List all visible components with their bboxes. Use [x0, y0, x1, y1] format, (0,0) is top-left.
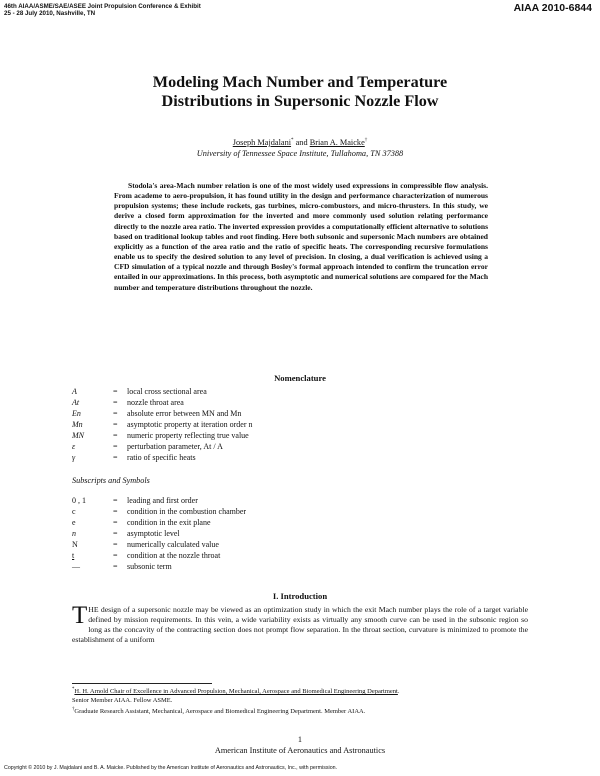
subscript-definition: numerically calculated value [127, 540, 219, 549]
subscripts-heading: Subscripts and Symbols [72, 476, 150, 485]
author-joiner: and [295, 138, 308, 147]
footer-organization: American Institute of Aeronautics and Astronautics [214, 746, 386, 755]
author-link-majdalani[interactable]: Joseph Majdalani [232, 138, 292, 147]
nomenclature-symbol: MN [72, 431, 84, 440]
nomenclature-symbol: ε [72, 442, 76, 451]
footnote-1 [72, 686, 532, 705]
nomenclature-symbol: Mn [72, 420, 83, 429]
paper-number: AIAA 2010-6844 [513, 2, 592, 14]
nomenclature-symbol: En [72, 409, 81, 418]
subscript-symbol: 0 , 1 [72, 496, 86, 505]
nomenclature-definition: perturbation parameter, At / A [127, 442, 223, 451]
footnote-2-text: Graduate Research Assistant, Mechanical, Aerospace and Biomedical Engineering Department. Member AIAA. [74, 708, 366, 716]
subscript-definition: condition at the nozzle throat [127, 551, 221, 560]
subscript-definition: asymptotic level [127, 529, 180, 538]
conference-dates: 25 - 28 July 2010, Nashville, TN [4, 10, 96, 18]
subscript-symbol: t [72, 551, 75, 560]
nomenclature-equals: = [113, 431, 118, 440]
author2-footnote-mark: † [364, 138, 368, 144]
nomenclature-symbol: A [72, 387, 77, 396]
subscript-equals: = [113, 496, 118, 505]
conference-header [4, 3, 201, 18]
page-number: 1 [297, 735, 303, 744]
nomenclature-definition: nozzle throat area [127, 398, 184, 407]
introduction-text: HE design of a supersonic nozzle may be viewed as an optimization study in which the exit Mach number plays the role of a target variable defined by mission requirements. In this vein, a wide variability exists as virtually any smooth curve can be used in the subsonic region so long as the concavity of the contracting section does not prompt flow separation. In the throat section, curvature is minimized to promote the establishment of a uniform [72, 605, 528, 645]
nomenclature-definition: absolute error between MN and Mn [127, 409, 242, 418]
subscript-definition: condition in the combustion chamber [127, 507, 247, 516]
subscript-equals: = [113, 562, 118, 571]
copyright-notice: Copyright © 2010 by J. Majdalani and B. A. Maicke. Published by the American Institute of Aeronautics and Astronautics, Inc., with permission. [4, 765, 338, 771]
affiliation: University of Tennessee Space Institute, Tullahoma, TN 37388 [196, 149, 404, 158]
footnote-1-link[interactable]: H. H. Arnold Chair of Excellence in Advanced Propulsion, Mechanical, Aerospace and Biomedical Engineering Department [74, 688, 398, 696]
nomenclature-equals: = [113, 398, 118, 407]
abstract: Stodola's area-Mach number relation is one of the most widely used expressions in compressible flow analysis. From academe to aero-propulsion, it has found utility in the design and performance characterization of numerous propulsion systems; these include rockets, gas turbines, micro-combustors, and micro-thrusters. In this study, we derive a closed form approximation for the inverted and more commonly used solution relating performance directly to the nozzle area ratio. The inverted expression provides a computationally efficient alternative to solutions based on traditional lookup tables and root finding. Here both subsonic and supersonic Mach numbers are obtained explicitly as a function of the area ratio and the ratio of specific heats. The corresponding recursive formulations enable us to specify the desired solution to any level of precision. In closing, a dual verification is achieved using a CFD simulation of a typical nozzle and through Bosley's formal approach intended to confirm the truncation error entailed in our approximations. In this process, both asymptotic and numerical solutions are compared for the Mach number and temperature distributions throughout the nozzle. [114, 181, 489, 292]
subscript-definition: condition in the exit plane [127, 518, 211, 527]
subscript-equals: = [113, 518, 118, 527]
nomenclature-definition: local cross sectional area [127, 387, 207, 396]
author-link-maicke[interactable]: Brian A. Maicke [309, 138, 365, 147]
subscript-equals: = [113, 507, 118, 516]
footnote-2 [72, 706, 532, 717]
subscript-symbol: N [72, 540, 78, 549]
subscript-definition: subsonic term [127, 562, 172, 571]
drop-cap: T [72, 602, 88, 629]
introduction-paragraph [72, 602, 528, 645]
nomenclature-heading: Nomenclature [274, 373, 326, 383]
introduction-heading: I. Introduction [272, 591, 328, 601]
conference-name: 46th AIAA/ASME/SAE/ASEE Joint Propulsion Conference & Exhibit [4, 3, 201, 10]
nomenclature-equals: = [113, 387, 118, 396]
paper-title-line-2: Distributions in Supersonic Nozzle Flow [161, 92, 439, 110]
nomenclature-equals: = [113, 420, 118, 429]
author-line [0, 138, 600, 147]
subscript-symbol: e [72, 518, 76, 527]
subscript-equals: = [113, 529, 118, 538]
footnote-2-mark: † [72, 707, 75, 712]
subscript-symbol: — [72, 562, 80, 571]
subscript-equals: = [113, 551, 118, 560]
paper-title-line-1: Modeling Mach Number and Temperature [152, 73, 448, 91]
footnote-rule [72, 683, 212, 684]
subscript-symbol: c [72, 507, 76, 516]
author1-footnote-mark: * [291, 138, 294, 144]
nomenclature-equals: = [113, 453, 118, 462]
footnote-1-line2: Senior Member AIAA. Fellow ASME. [72, 696, 173, 704]
nomenclature-symbol: γ [72, 453, 76, 462]
nomenclature-definition: asymptotic property at iteration order n [127, 420, 253, 429]
nomenclature-definition: numeric property reflecting true value [127, 431, 249, 440]
subscript-equals: = [113, 540, 118, 549]
nomenclature-equals: = [113, 409, 118, 418]
nomenclature-definition: ratio of specific heats [127, 453, 196, 462]
nomenclature-symbol: At [72, 398, 80, 407]
footnote-1-mark: * [72, 687, 75, 692]
subscript-symbol: n [72, 529, 76, 538]
footnote-1-tail: . [397, 688, 400, 696]
subscript-definition: leading and first order [127, 496, 198, 505]
nomenclature-equals: = [113, 442, 118, 451]
